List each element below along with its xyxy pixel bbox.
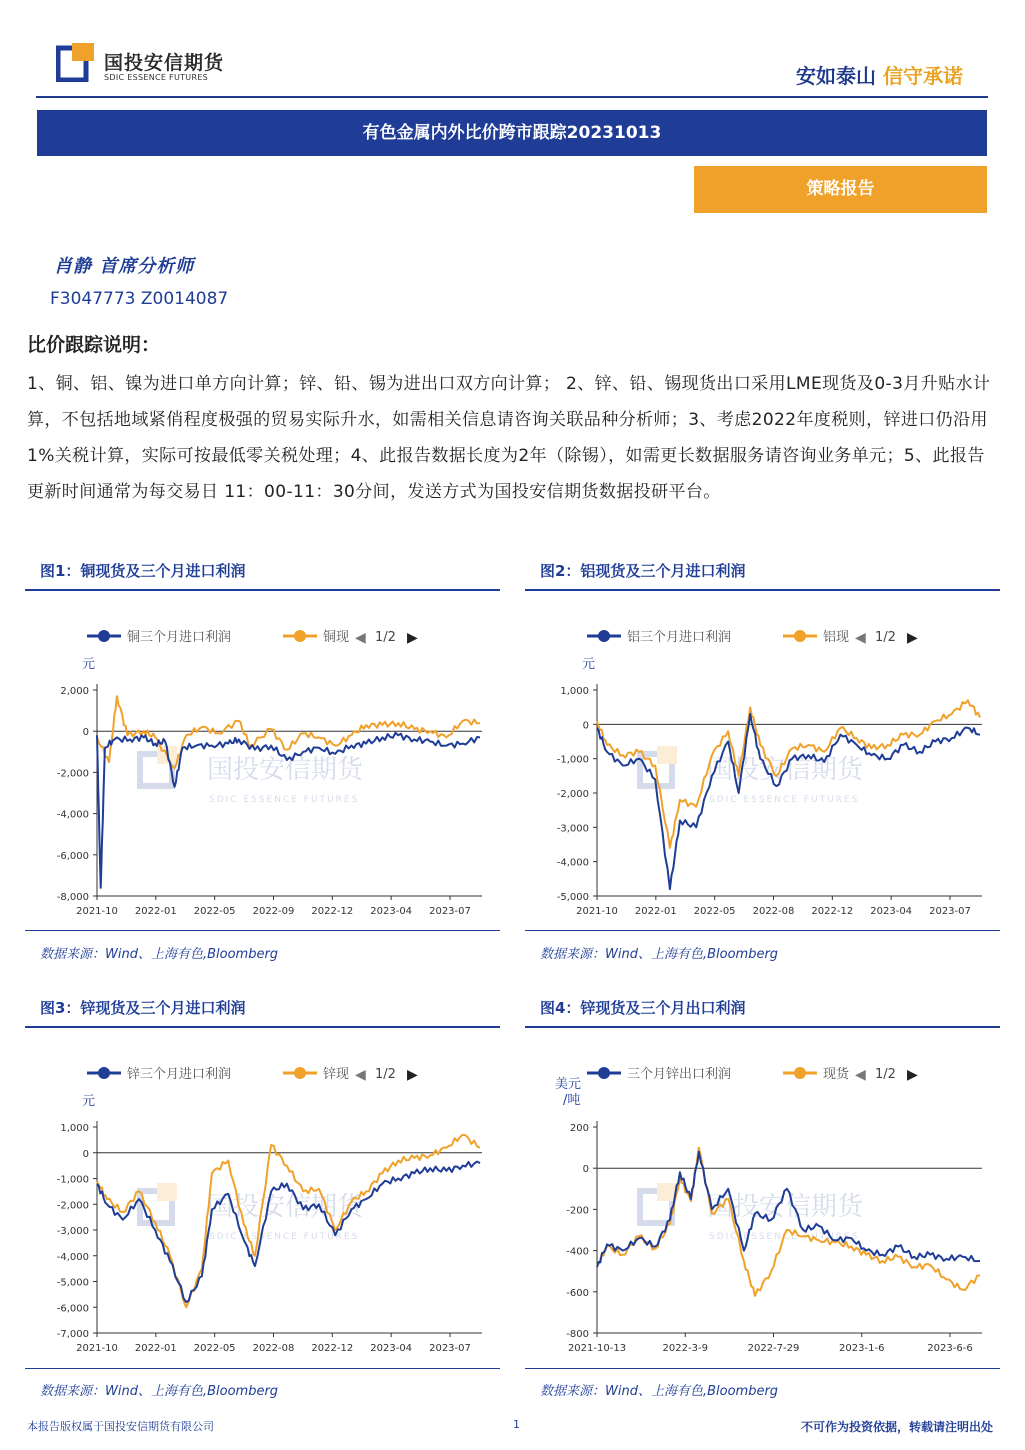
legend-prev-icon[interactable]: ◀ bbox=[355, 630, 366, 646]
legend-swatch-marker bbox=[98, 1067, 110, 1079]
figure-4-bottom-rule bbox=[525, 1368, 1000, 1369]
chart-aluminum bbox=[525, 596, 1000, 926]
y-tick-label: 0 bbox=[582, 720, 589, 732]
y-tick-label: 0 bbox=[82, 727, 89, 739]
y-tick-label: 1,000 bbox=[560, 686, 589, 697]
legend-page-indicator: 1/2 bbox=[875, 1067, 896, 1082]
x-tick-label: 2022-12 bbox=[811, 906, 854, 917]
watermark-logo-accent bbox=[157, 1183, 177, 1201]
description-title: 比价跟踪说明： bbox=[27, 334, 161, 356]
legend-prev-icon[interactable]: ◀ bbox=[855, 1067, 866, 1083]
y-unit-label: 元 bbox=[82, 657, 96, 672]
watermark-text: 国投安信期货 bbox=[707, 755, 864, 785]
x-tick-label: 2023-1-6 bbox=[839, 1343, 885, 1354]
legend-swatch-marker bbox=[794, 1067, 806, 1079]
legend-prev-icon[interactable]: ◀ bbox=[355, 1067, 366, 1083]
y-tick-label: -6,000 bbox=[56, 1303, 89, 1315]
legend-swatch-marker bbox=[98, 630, 110, 642]
watermark-text: 国投安信期货 bbox=[207, 1192, 364, 1222]
author-cert: F3047773 Z0014087 bbox=[50, 289, 229, 309]
figure-1-bottom-rule bbox=[25, 930, 500, 931]
figure-3-source: 数据来源：Wind、上海有色,Bloomberg bbox=[40, 1384, 279, 1399]
watermark-text-en: SDIC ESSENCE FUTURES bbox=[709, 795, 860, 805]
x-tick-label: 2023-07 bbox=[929, 906, 971, 917]
watermark bbox=[140, 1183, 365, 1242]
y-tick-label: -4,000 bbox=[56, 1251, 89, 1263]
slogan bbox=[796, 60, 963, 89]
watermark-text-en: SDIC ESSENCE FUTURES bbox=[209, 795, 360, 805]
legend-swatch-marker bbox=[294, 630, 306, 642]
legend-label: 三个月锌出口利润 bbox=[627, 1067, 732, 1082]
legend-next-icon[interactable]: ▶ bbox=[907, 630, 918, 646]
company-logo-icon bbox=[56, 42, 96, 82]
report-type-tag: 策略报告 bbox=[694, 166, 987, 213]
x-tick-label: 2022-09 bbox=[252, 906, 295, 917]
y-tick-label: -3,000 bbox=[56, 1226, 89, 1237]
x-tick-label: 2021-10 bbox=[576, 906, 618, 917]
y-tick-label: -2,000 bbox=[556, 789, 589, 800]
figure-2-title: 图2：铝现货及三个月进口利润 bbox=[540, 562, 746, 580]
x-tick-label: 2021-10-13 bbox=[567, 1343, 627, 1354]
figure-3-title: 图3：锌现货及三个月进口利润 bbox=[40, 999, 246, 1017]
y-tick-label: -4,000 bbox=[56, 809, 89, 821]
legend-label: 铝现 bbox=[823, 630, 850, 645]
y-tick-label: -7,000 bbox=[56, 1329, 89, 1340]
figure-3-bottom-rule bbox=[25, 1368, 500, 1369]
x-tick-label: 2022-05 bbox=[693, 906, 736, 917]
x-tick-label: 2023-04 bbox=[370, 1343, 413, 1354]
legend-page-indicator: 1/2 bbox=[375, 630, 396, 645]
y-tick-label: 0 bbox=[582, 1164, 589, 1176]
y-tick-label: -400 bbox=[566, 1246, 589, 1258]
x-tick-label: 2022-08 bbox=[252, 1343, 295, 1354]
x-tick-label: 2023-04 bbox=[870, 906, 913, 917]
y-tick-label: -8,000 bbox=[56, 892, 89, 903]
page-number: 1 bbox=[513, 1418, 520, 1431]
y-tick-label: -3,000 bbox=[556, 823, 589, 835]
description-body: 1、铜、铝、镍为进口单方向计算；锌、铅、锡为进出口双方向计算； 2、锌、铅、锡现货出口采用LME现货及0-3月升贴水计算，不包括地域紧俏程度极强的贸易实际升水，如需相关信息请咨询关联品种分析师；3、考虑2022年度税则，锌进口仍沿用1%关税计算，实际可按最低零关税处理；4、此报告数据长度为2年（除锡），如需更长数据服务请咨询业务单元；5、此报告更新时间通常为每交易日 11：00-11：30分间，发送方式为国投安信期货数据投研平台。 bbox=[27, 374, 991, 502]
y-tick-label: -5,000 bbox=[56, 1277, 89, 1289]
slogan-part-b: 信守承诺 bbox=[883, 64, 963, 88]
y-tick-label: -800 bbox=[566, 1329, 589, 1340]
legend-swatch-marker bbox=[598, 1067, 610, 1079]
y-tick-label: -2,000 bbox=[56, 1200, 89, 1212]
watermark-logo-accent bbox=[657, 746, 677, 764]
chart-zinc-export bbox=[525, 1033, 1000, 1363]
y-tick-label: -1,000 bbox=[56, 1174, 89, 1186]
watermark-text: 国投安信期货 bbox=[207, 755, 364, 785]
legend-label: 锌现 bbox=[323, 1067, 350, 1082]
y-tick-label: -200 bbox=[566, 1205, 589, 1217]
x-tick-label: 2023-6-6 bbox=[927, 1343, 973, 1354]
figure-3-rule bbox=[25, 1026, 500, 1028]
legend-swatch-marker bbox=[794, 630, 806, 642]
y-tick-label: -2,000 bbox=[56, 768, 89, 780]
y-tick-label: 1,000 bbox=[60, 1123, 89, 1134]
footer-copyright: 本报告版权属于国投安信期货有限公司 bbox=[27, 1420, 214, 1433]
figure-2-bottom-rule bbox=[525, 930, 1000, 931]
y-tick-label: 200 bbox=[569, 1123, 589, 1134]
report-title: 有色金属内外比价跨市跟踪20231013 bbox=[37, 110, 987, 156]
watermark-text: 国投安信期货 bbox=[707, 1192, 864, 1222]
legend-swatch-marker bbox=[598, 630, 610, 642]
figure-4-title: 图4：锌现货及三个月出口利润 bbox=[540, 999, 746, 1017]
chart-legend[interactable] bbox=[587, 1066, 918, 1083]
x-tick-label: 2022-05 bbox=[193, 1343, 236, 1354]
chart-copper bbox=[25, 596, 500, 926]
legend-next-icon[interactable]: ▶ bbox=[407, 630, 418, 646]
y-tick-label: 0 bbox=[82, 1148, 89, 1160]
y-tick-label: -5,000 bbox=[556, 892, 589, 903]
legend-label: 锌三个月进口利润 bbox=[127, 1067, 232, 1082]
company-name-en: SDIC ESSENCE FUTURES bbox=[104, 73, 209, 82]
x-tick-label: 2023-07 bbox=[429, 1343, 471, 1354]
x-tick-label: 2022-08 bbox=[752, 906, 795, 917]
chart-legend[interactable] bbox=[87, 629, 418, 646]
legend-page-indicator: 1/2 bbox=[375, 1067, 396, 1082]
y-tick-label: -1,000 bbox=[556, 754, 589, 766]
header-divider bbox=[36, 96, 988, 98]
slogan-part-a: 安如泰山 bbox=[796, 64, 877, 88]
figure-2-source: 数据来源：Wind、上海有色,Bloomberg bbox=[540, 947, 779, 962]
legend-next-icon[interactable]: ▶ bbox=[407, 1067, 418, 1083]
x-tick-label: 2021-10 bbox=[76, 906, 118, 917]
company-name: 国投安信期货 bbox=[104, 52, 225, 74]
legend-label: 现货 bbox=[823, 1067, 850, 1082]
figure-1-source: 数据来源：Wind、上海有色,Bloomberg bbox=[40, 947, 279, 962]
x-tick-label: 2022-01 bbox=[134, 906, 177, 917]
chart-legend[interactable] bbox=[87, 1066, 418, 1083]
y-unit-label: 元 bbox=[582, 657, 596, 672]
x-tick-label: 2022-12 bbox=[311, 906, 354, 917]
x-tick-label: 2023-04 bbox=[370, 906, 413, 917]
y-tick-label: -600 bbox=[566, 1287, 589, 1299]
y-unit-label: 美元 bbox=[555, 1077, 582, 1092]
figure-1-rule bbox=[25, 589, 500, 591]
y-tick-label: -4,000 bbox=[556, 857, 589, 869]
x-tick-label: 2022-3-9 bbox=[662, 1343, 708, 1354]
y-tick-label: -6,000 bbox=[56, 850, 89, 862]
chart-legend[interactable] bbox=[587, 629, 918, 646]
x-tick-label: 2023-07 bbox=[429, 906, 471, 917]
watermark bbox=[640, 746, 865, 805]
x-tick-label: 2022-05 bbox=[193, 906, 236, 917]
figure-2-rule bbox=[525, 589, 1000, 591]
watermark bbox=[140, 746, 365, 805]
x-tick-label: 2022-12 bbox=[311, 1343, 354, 1354]
legend-prev-icon[interactable]: ◀ bbox=[855, 630, 866, 646]
x-tick-label: 2021-10 bbox=[76, 1343, 118, 1354]
legend-next-icon[interactable]: ▶ bbox=[907, 1067, 918, 1083]
y-unit-label: /吨 bbox=[563, 1093, 581, 1108]
legend-label: 铝三个月进口利润 bbox=[627, 630, 732, 645]
chart-zinc-import bbox=[25, 1033, 500, 1363]
figure-1-title: 图1：铜现货及三个月进口利润 bbox=[40, 562, 246, 580]
footer-disclaimer: 不可作为投资依据，转载请注明出处 bbox=[800, 1420, 993, 1434]
author: 肖静 首席分析师 bbox=[54, 256, 195, 277]
legend-label: 铜现 bbox=[323, 630, 350, 645]
legend-swatch-marker bbox=[294, 1067, 306, 1079]
x-tick-label: 2022-7-29 bbox=[747, 1343, 800, 1354]
x-tick-label: 2022-01 bbox=[634, 906, 677, 917]
figure-4-source: 数据来源：Wind、上海有色,Bloomberg bbox=[540, 1384, 779, 1399]
watermark-text-en: SDIC ESSENCE FUTURES bbox=[209, 1232, 360, 1242]
x-tick-label: 2022-01 bbox=[134, 1343, 177, 1354]
figure-4-rule bbox=[525, 1026, 1000, 1028]
legend-label: 铜三个月进口利润 bbox=[127, 630, 232, 645]
y-unit-label: 元 bbox=[82, 1094, 96, 1109]
y-tick-label: 2,000 bbox=[60, 686, 89, 697]
legend-page-indicator: 1/2 bbox=[875, 630, 896, 645]
watermark-text-en: SDIC ESSENCE FUTURES bbox=[709, 1232, 860, 1242]
